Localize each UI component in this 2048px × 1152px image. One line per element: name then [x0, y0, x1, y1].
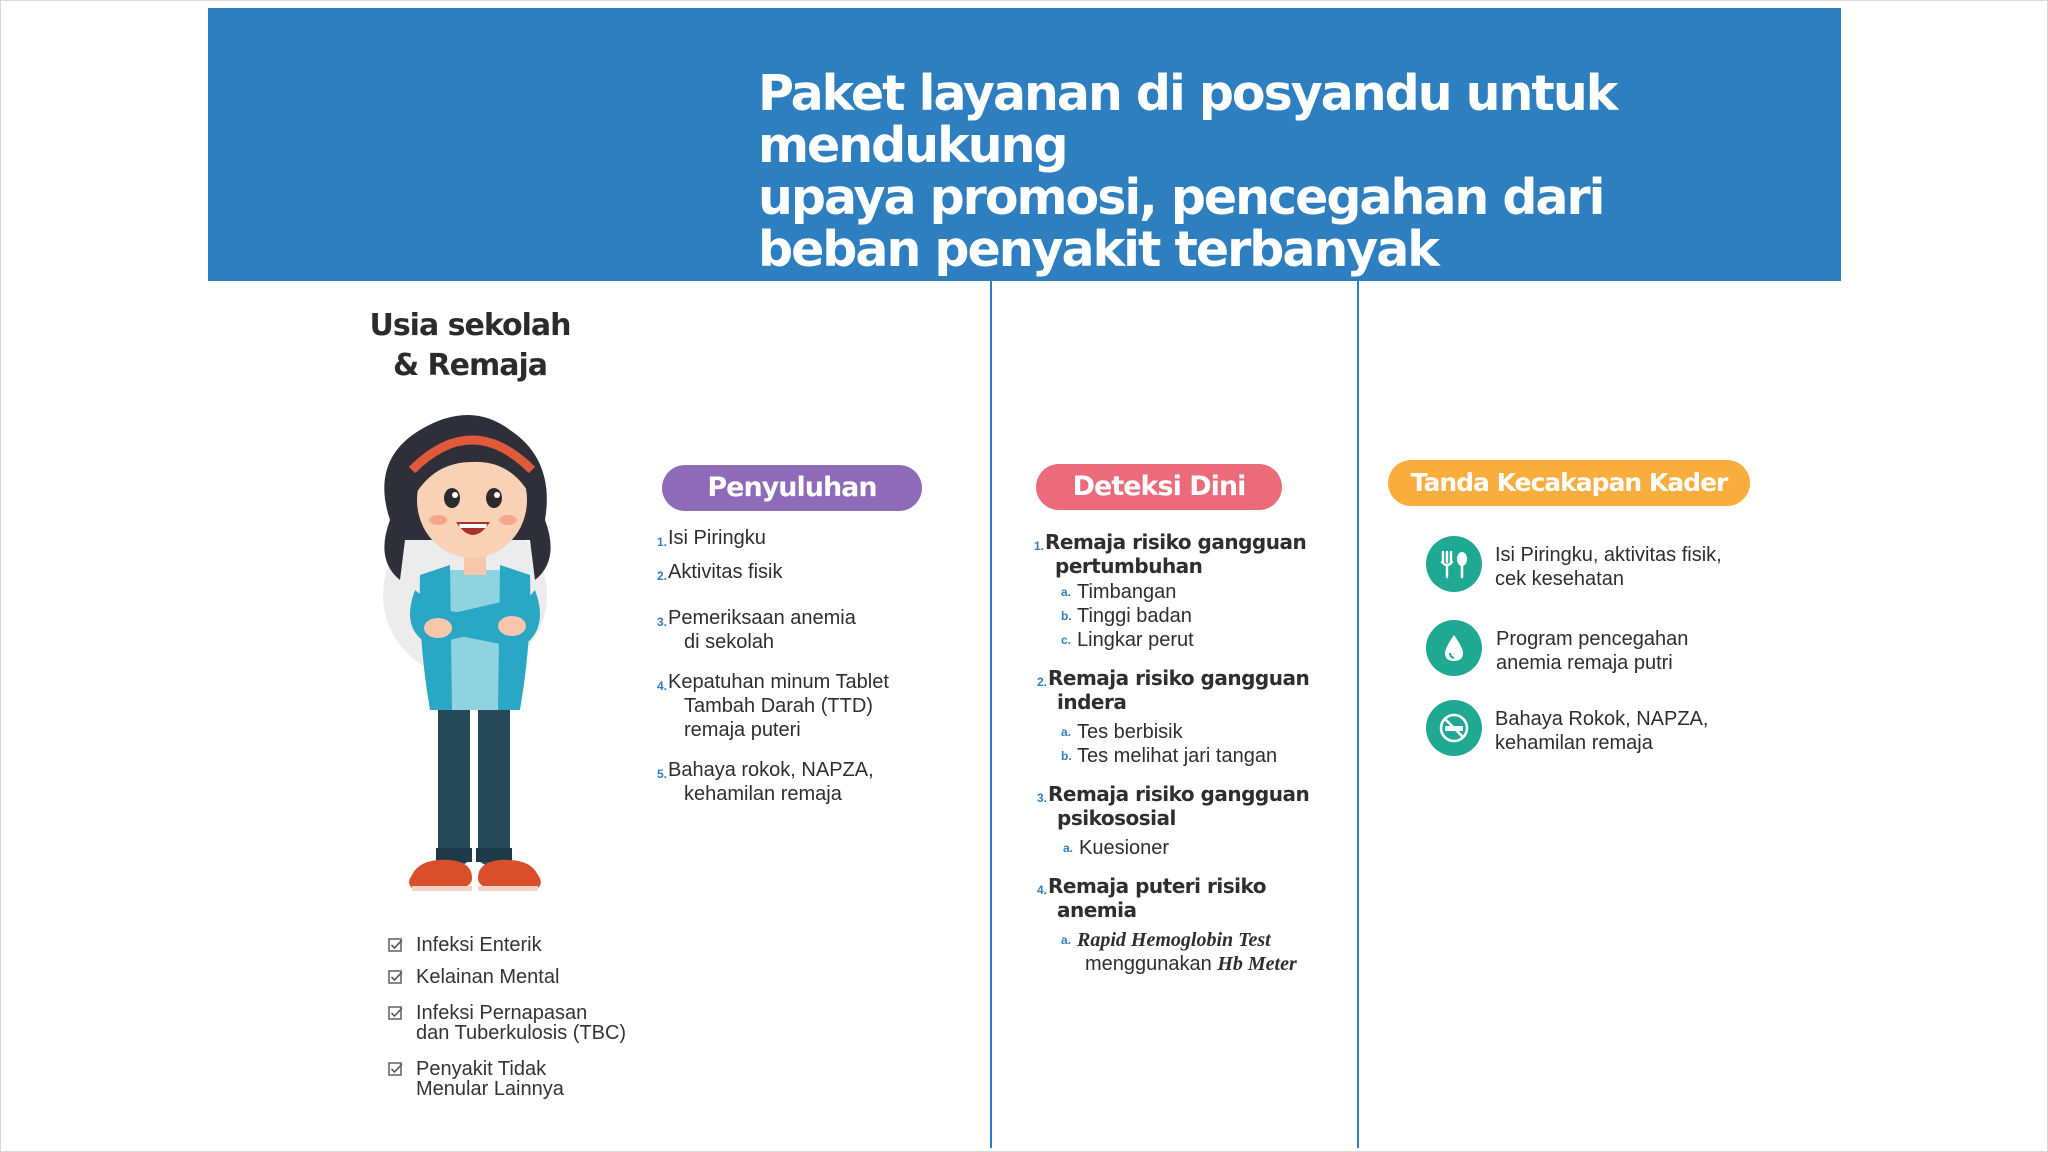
kader-text-line: Bahaya Rokok, NAPZA, [1495, 708, 1709, 730]
kader-item-text [1495, 707, 1708, 755]
sub-text: Kuesioner [1079, 837, 1170, 859]
sub-text: Tinggi badan [1077, 605, 1192, 627]
sub-item [1061, 580, 1309, 604]
risk-item [388, 1059, 626, 1099]
risk-item [388, 967, 626, 987]
sub-text: Hb Meter [1217, 953, 1297, 975]
list-text: remaja puteri [684, 719, 801, 741]
penyuluhan-list [657, 526, 889, 806]
sub-item [1061, 928, 1309, 952]
list-number: 3. [657, 615, 668, 629]
sub-text: Rapid Hemoglobin Test [1077, 929, 1271, 951]
section-title-line: Usia sekolah [369, 308, 571, 343]
checkbox-icon [388, 1061, 404, 1077]
sub-number: c. [1061, 633, 1072, 647]
list-item [657, 560, 889, 584]
list-text: Remaja risiko gangguan [1045, 530, 1307, 554]
column-divider [1357, 281, 1359, 1148]
slide-title [758, 65, 1858, 278]
list-item [657, 526, 889, 550]
list-item [657, 758, 889, 806]
penyuluhan-pill: Penyuluhan [662, 465, 922, 511]
title-line: upaya promosi, pencegahan dari [758, 169, 1604, 226]
title-line: Paket layanan di posyandu untuk mendukung [758, 65, 1617, 174]
list-item [1037, 782, 1310, 860]
risk-label: Kelainan Mental [416, 966, 560, 988]
list-number: 4. [657, 679, 668, 693]
risk-label: Penyakit Tidak [416, 1058, 547, 1080]
list-text: Isi Piringku [668, 527, 766, 549]
sub-item [1061, 744, 1309, 768]
list-text: kehamilan remaja [684, 783, 842, 805]
list-number: 2. [1037, 675, 1048, 689]
sub-item [1061, 720, 1309, 744]
list-text: indera [1057, 690, 1127, 714]
sub-text: Timbangan [1077, 581, 1177, 603]
sub-number: a. [1063, 841, 1074, 855]
list-item [1034, 530, 1309, 652]
risk-label: Infeksi Pernapasan [416, 1002, 588, 1024]
kader-text-line: Isi Piringku, aktivitas fisik, [1495, 544, 1722, 566]
sub-item [1061, 628, 1309, 652]
header-banner [208, 8, 1841, 281]
risk-label: dan Tuberkulosis (TBC) [416, 1022, 627, 1044]
list-number: 4. [1037, 883, 1048, 897]
list-number: 1. [657, 535, 668, 549]
fork-spoon-icon [1426, 536, 1482, 592]
section-title [330, 306, 610, 386]
list-text: Tambah Darah (TTD) [684, 695, 873, 717]
list-text: Pemeriksaan anemia [668, 607, 856, 629]
list-text: Bahaya rokok, NAPZA, [668, 759, 874, 781]
deteksi-dini-pill: Deteksi Dini [1036, 464, 1282, 510]
list-text: Remaja risiko gangguan [1048, 782, 1310, 806]
sub-item [1077, 952, 1309, 976]
list-number: 5. [657, 767, 668, 781]
list-text: anemia [1057, 898, 1137, 922]
kader-text-line: anemia remaja putri [1496, 652, 1673, 674]
teen-girl-illustration [360, 400, 590, 920]
title-line: beban penyakit terbanyak [758, 221, 1438, 278]
risk-label: Infeksi Enterik [416, 934, 542, 956]
kader-text-line: Program pencegahan [1496, 628, 1689, 650]
sub-item [1063, 836, 1309, 860]
list-text: Aktivitas fisik [668, 561, 783, 583]
sub-number: b. [1061, 749, 1072, 763]
no-smoking-icon [1426, 700, 1482, 756]
kader-item-text [1495, 543, 1722, 591]
sub-number: a. [1061, 585, 1072, 599]
list-text: Kepatuhan minum Tablet [668, 671, 889, 693]
blood-drop-icon [1426, 620, 1482, 676]
list-text: di sekolah [684, 631, 775, 653]
list-text: pertumbuhan [1055, 554, 1203, 578]
sub-number: a. [1061, 933, 1072, 947]
list-text: Remaja puteri risiko [1048, 874, 1266, 898]
sub-text: Tes berbisik [1077, 721, 1183, 743]
risk-item [388, 935, 626, 955]
list-number: 3. [1037, 791, 1048, 805]
sub-item [1061, 604, 1309, 628]
sub-number: a. [1061, 725, 1072, 739]
risk-label: Menular Lainnya [416, 1078, 564, 1100]
section-title-line: & Remaja [392, 348, 548, 383]
list-text: psikososial [1057, 806, 1176, 830]
list-item [657, 670, 889, 742]
kader-text-line: kehamilan remaja [1495, 732, 1653, 754]
column-divider [990, 281, 992, 1148]
checkbox-icon [388, 1005, 404, 1021]
deteksi-dini-list [1034, 530, 1310, 976]
list-item [1037, 874, 1309, 976]
checkbox-icon [388, 969, 404, 985]
list-item [1037, 666, 1310, 768]
sub-text: menggunakan [1085, 953, 1218, 975]
tanda-kecakapan-kader-pill: Tanda Kecakapan Kader [1388, 460, 1750, 506]
sub-number: b. [1061, 609, 1072, 623]
kader-text-line: cek kesehatan [1495, 568, 1624, 590]
risk-item [388, 1003, 626, 1043]
list-number: 1. [1034, 539, 1045, 553]
list-number: 2. [657, 569, 668, 583]
sub-text: Tes melihat jari tangan [1077, 745, 1278, 767]
risk-list [388, 935, 626, 1099]
list-item [657, 606, 889, 654]
sub-text: Lingkar perut [1077, 629, 1194, 651]
kader-item-text [1496, 627, 1688, 675]
list-text: Remaja risiko gangguan [1048, 666, 1310, 690]
checkbox-icon [388, 937, 404, 953]
